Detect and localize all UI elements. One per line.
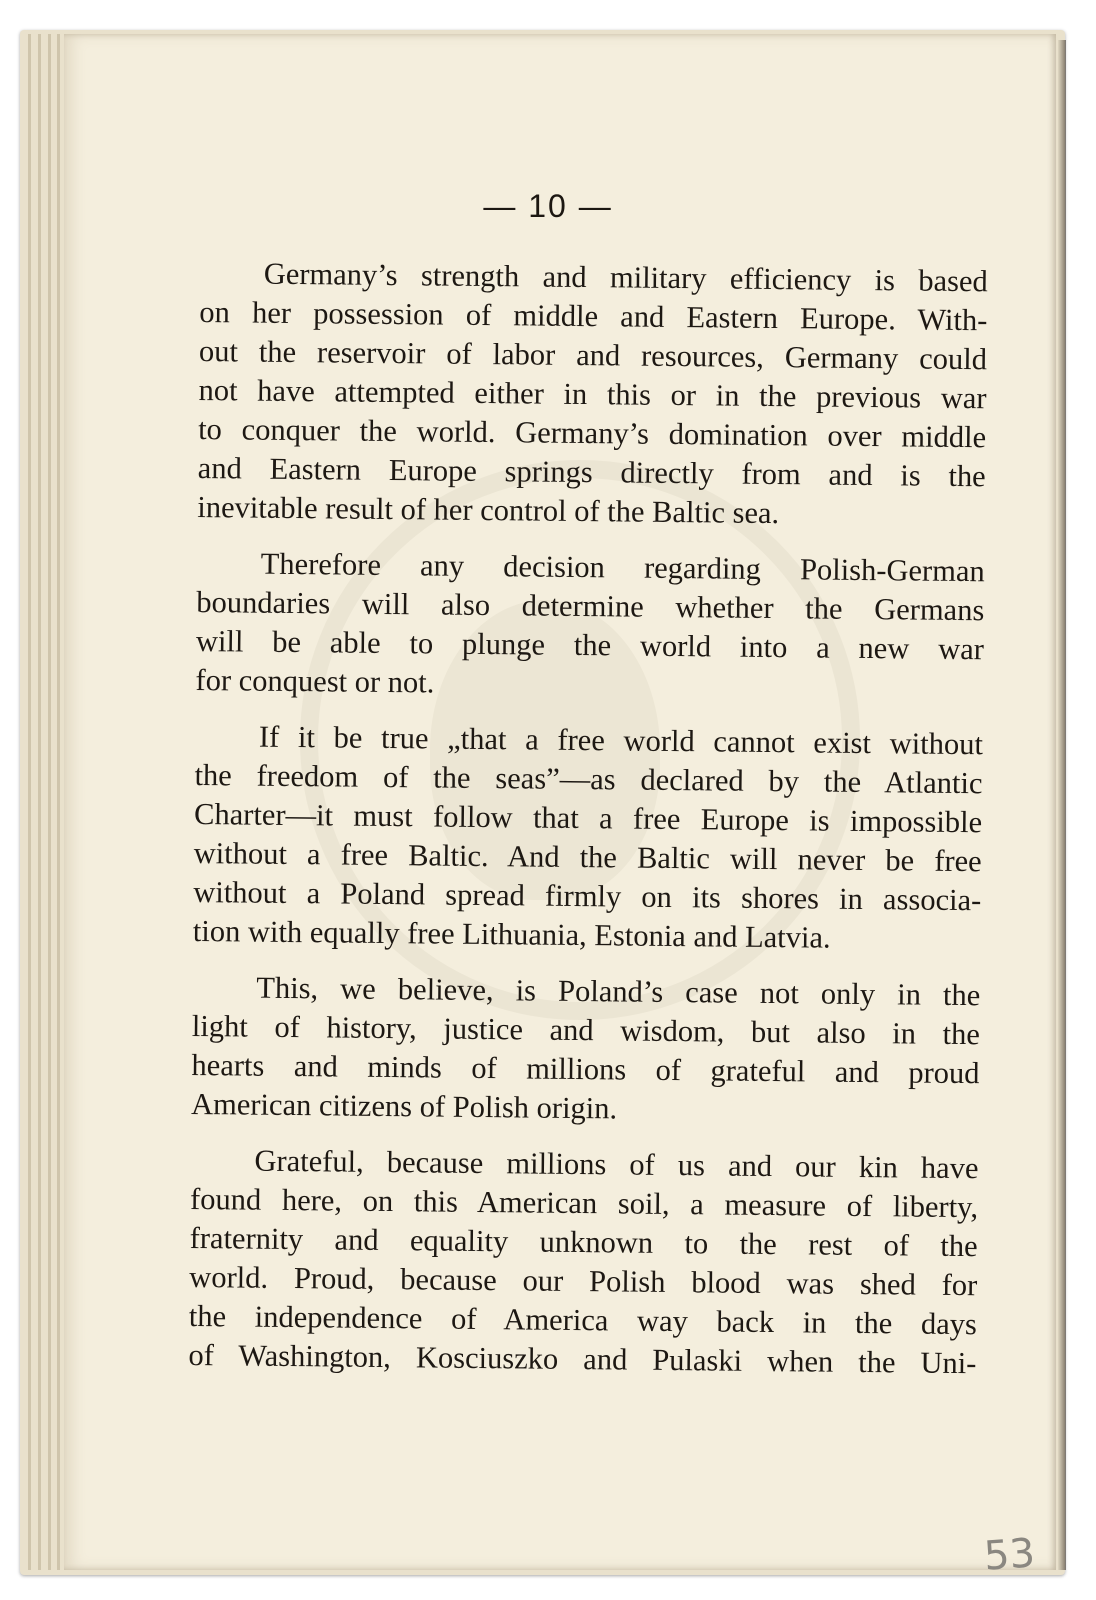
page-gutter-shadow bbox=[1058, 40, 1066, 1570]
text-line: out the reservoir of labor and resources, Germany could bbox=[198, 333, 988, 377]
text-line: inevitable result of her control of the Baltic sea. bbox=[197, 489, 780, 531]
text-line: This, we believe, is Poland’s case not only in the bbox=[256, 970, 981, 1013]
text-line: the independence of America way back in the days bbox=[188, 1298, 978, 1342]
text-line: Germany’s strength and military efficiency is based bbox=[263, 256, 988, 299]
text-line: not have attempted either in this or in the previous war bbox=[198, 372, 987, 416]
text-line: without a free Baltic. And the Baltic will never be free bbox=[193, 835, 982, 879]
page-edge bbox=[28, 34, 31, 1570]
paragraph bbox=[195, 544, 985, 708]
text-line: fraternity and equality unknown to the rest of the bbox=[189, 1220, 978, 1264]
text-line: the freedom of the seas”—as declared by the Atlantic bbox=[194, 757, 983, 801]
text-line: on her possession of middle and Eastern Europe. With- bbox=[199, 294, 988, 338]
text-line: light of history, justice and wisdom, but also in the bbox=[191, 1008, 981, 1052]
paragraph bbox=[197, 254, 988, 535]
page-edge bbox=[48, 34, 51, 1570]
paragraph bbox=[193, 717, 983, 959]
text-line: found here, on this American soil, a measure of liberty, bbox=[189, 1181, 979, 1225]
page-edge bbox=[38, 34, 41, 1570]
text-line: hearts and minds of millions of grateful and proud bbox=[191, 1047, 980, 1091]
text-line: boundaries will also determine whether the Germans bbox=[196, 584, 985, 628]
paragraph bbox=[188, 1141, 978, 1383]
text-line: for conquest or not. bbox=[195, 662, 435, 700]
page-edge bbox=[57, 34, 60, 1570]
text-line: and Eastern Europe springs directly from and is the bbox=[197, 450, 986, 494]
text-line: will be able to plunge the world into a new war bbox=[195, 623, 985, 667]
text-line: of Washington, Kosciuszko and Pulaski when the Uni- bbox=[188, 1337, 977, 1381]
paragraph bbox=[191, 968, 981, 1132]
text-line: to conquer the world. Germany’s domination over middle bbox=[197, 411, 987, 455]
text-line: American citizens of Polish origin. bbox=[190, 1086, 618, 1126]
text-line: Therefore any decision regarding Polish-German bbox=[260, 546, 985, 589]
page-number: — 10 — bbox=[483, 188, 613, 224]
text-line: Charter—it must follow that a free Europe is impossible bbox=[193, 796, 983, 840]
text-line: world. Proud, because our Polish blood was shed for bbox=[189, 1259, 978, 1303]
handwritten-page-number: 53 bbox=[982, 1530, 1037, 1580]
text-line: tion with equally free Lithuania, Estonia and Latvia. bbox=[192, 913, 831, 955]
text-line: without a Poland spread firmly on its shores in associa- bbox=[193, 874, 982, 918]
body-text bbox=[188, 254, 988, 1400]
text-line: If it be true „that a free world cannot exist without bbox=[258, 719, 984, 762]
text-line: Grateful, because millions of us and our kin have bbox=[254, 1143, 979, 1186]
